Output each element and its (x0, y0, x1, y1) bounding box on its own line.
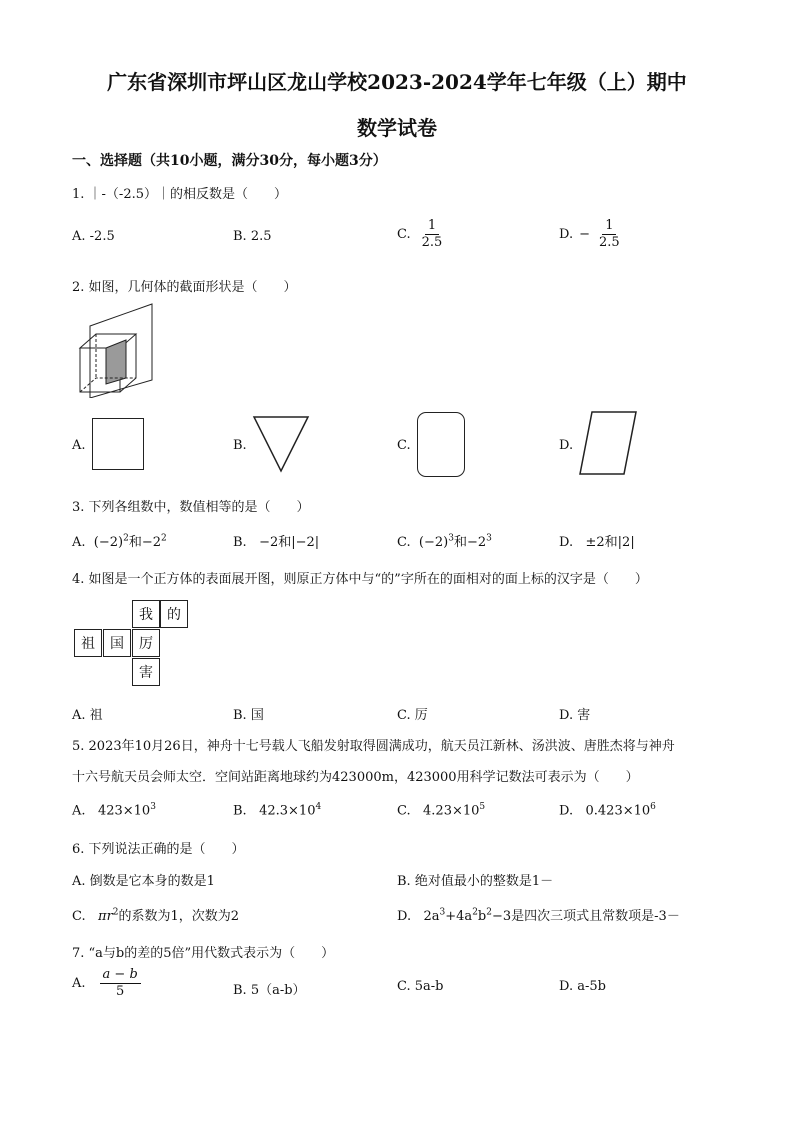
question-5-stem-line-2: 十六号航天员会师太空．空间站距离地球约为423000m，423000用科学记数法可表示为（ ） (72, 770, 639, 785)
option-label: C. (397, 803, 411, 819)
net-cell-zu: 祖 (74, 629, 102, 657)
term: b (477, 909, 487, 924)
minus-sign: − (579, 227, 590, 243)
expression-base: 423×10 (97, 803, 151, 819)
question-7-stem: 7. “a与b的差的5倍”用代数式表示为（ ） (72, 946, 335, 961)
triangle-shape (252, 415, 310, 473)
question-4-option-d: D. 害 (559, 708, 591, 723)
fraction-denominator: 5 (116, 984, 125, 1000)
fraction (419, 218, 446, 252)
exponent: 4 (315, 802, 322, 812)
option-label: D. (559, 535, 574, 550)
question-6-option-a: A. 倒数是它本身的数是1 (72, 874, 215, 889)
option-label: B. (233, 803, 247, 819)
expression-base: πr (98, 909, 113, 924)
fraction-denominator: 2.5 (421, 235, 443, 251)
net-cell-guo: 国 (103, 629, 131, 657)
question-7-option-d: D. a-5b (559, 979, 606, 994)
paper-title: 广东省深圳市坪山区龙山学校2023-2024学年七年级（上）期中 (107, 70, 687, 94)
net-cell-de: 的 (160, 600, 188, 628)
fraction-numerator: 1 (425, 218, 439, 235)
parallelogram-shape (578, 410, 638, 476)
question-2-option-d-label: D. (559, 438, 574, 453)
question-3-option-c (397, 531, 492, 550)
question-5-option-b (233, 802, 321, 818)
question-4-option-b: B. 国 (233, 708, 264, 723)
net-cell-hai: 害 (132, 658, 160, 686)
question-6-option-d (397, 905, 680, 924)
exponent: 2 (161, 533, 167, 544)
expression-base: (−2) (418, 535, 449, 550)
question-3-stem: 3. 下列各组数中，数值相等的是（ ） (72, 500, 310, 515)
option-label: D. (397, 909, 412, 924)
question-6-option-b: B. 绝对值最小的整数是1－ (397, 874, 554, 889)
exponent: 2 (123, 533, 129, 544)
exponent: 2 (472, 907, 478, 918)
exponent: 2 (486, 907, 492, 918)
question-3-option-a (72, 531, 167, 550)
expression-text: 的系数为1，次数为2 (118, 909, 240, 924)
section-heading: 一、选择题（共10小题，满分30分，每小题3分） (72, 153, 387, 169)
option-label: A. (72, 535, 86, 550)
question-6-option-c (72, 905, 239, 924)
term: +4a (445, 909, 473, 924)
question-1-option-a: A. -2.5 (72, 229, 115, 244)
exponent: 3 (486, 533, 492, 544)
net-cell-wo: 我 (132, 600, 160, 628)
question-4-option-a: A. 祖 (72, 708, 103, 723)
fraction-numerator: 1 (602, 218, 616, 235)
question-7-option-c: C. 5a-b (397, 979, 444, 994)
question-3-option-b (233, 531, 319, 550)
expression-text: 是四次三项式且常数项是-3－ (511, 909, 680, 924)
expression-base: 42.3×10 (259, 803, 316, 819)
expression-text: 和−2 (453, 535, 487, 550)
question-2-option-a-label: A. (72, 438, 86, 453)
exponent: 3 (439, 907, 446, 918)
net-cell-li: 厉 (132, 629, 160, 657)
fraction-numerator: a − b (100, 967, 141, 984)
question-2-option-c-label: C. (397, 438, 411, 453)
option-label: B. (233, 535, 247, 550)
question-1-option-b: B. 2.5 (233, 229, 272, 244)
option-label: C. (397, 535, 411, 550)
fraction (100, 967, 141, 1001)
option-label: C. (72, 909, 86, 924)
exponent: 3 (150, 802, 156, 812)
paper-subtitle: 数学试卷 (357, 116, 437, 140)
question-4-option-c: C. 厉 (397, 708, 428, 723)
term: 2a (423, 909, 440, 924)
exponent: 2 (112, 907, 119, 918)
exponent: 6 (650, 802, 656, 812)
expression-text: 和−2 (128, 535, 162, 550)
option-label: A. (72, 803, 86, 819)
question-2-option-b-label: B. (233, 438, 247, 453)
expression-base: 0.423×10 (585, 803, 651, 819)
expression-text: ±2和|2| (585, 535, 635, 550)
question-1-stem: 1. ｜-（-2.5）｜的相反数是（ ） (72, 187, 287, 202)
cube-section-figure (76, 302, 160, 398)
question-1-option-d (559, 218, 623, 252)
question-7-option-a (72, 967, 141, 1001)
option-label: C. (397, 227, 411, 243)
question-4-stem: 4. 如图是一个正方体的表面展开图，则原正方体中与“的”字所在的面相对的面上标的汉字是（ ） (72, 572, 648, 587)
question-3-option-d (559, 531, 635, 550)
term: −3 (491, 909, 512, 924)
question-5-option-d (559, 802, 656, 818)
expression-base: (−2) (93, 535, 124, 550)
question-5-stem-line-1: 5. 2023年10月26日，神舟十七号载人飞船发射取得圆满成功，航天员江新林、汤洪波、唐胜杰将与神舟 (72, 739, 675, 754)
rounded-rectangle-shape (417, 412, 465, 477)
expression-base: 4.23×10 (423, 803, 480, 819)
question-7-option-b: B. 5（a-b） (233, 983, 306, 998)
fraction-denominator: 2.5 (599, 235, 620, 251)
exponent: 3 (448, 533, 454, 544)
fraction (596, 218, 623, 252)
option-label: A. (72, 976, 86, 992)
cube-net-figure (72, 600, 196, 690)
option-label: D. (559, 227, 574, 243)
question-2-stem: 2. 如图，几何体的截面形状是（ ） (72, 280, 297, 295)
question-5-option-a (72, 802, 156, 818)
square-shape (92, 418, 144, 470)
exponent: 5 (479, 802, 486, 812)
question-1-option-c (397, 218, 445, 252)
option-label: D. (559, 803, 574, 819)
question-6-stem: 6. 下列说法正确的是（ ） (72, 842, 245, 857)
question-5-option-c (397, 802, 485, 818)
expression-text: −2和|−2| (259, 535, 320, 550)
